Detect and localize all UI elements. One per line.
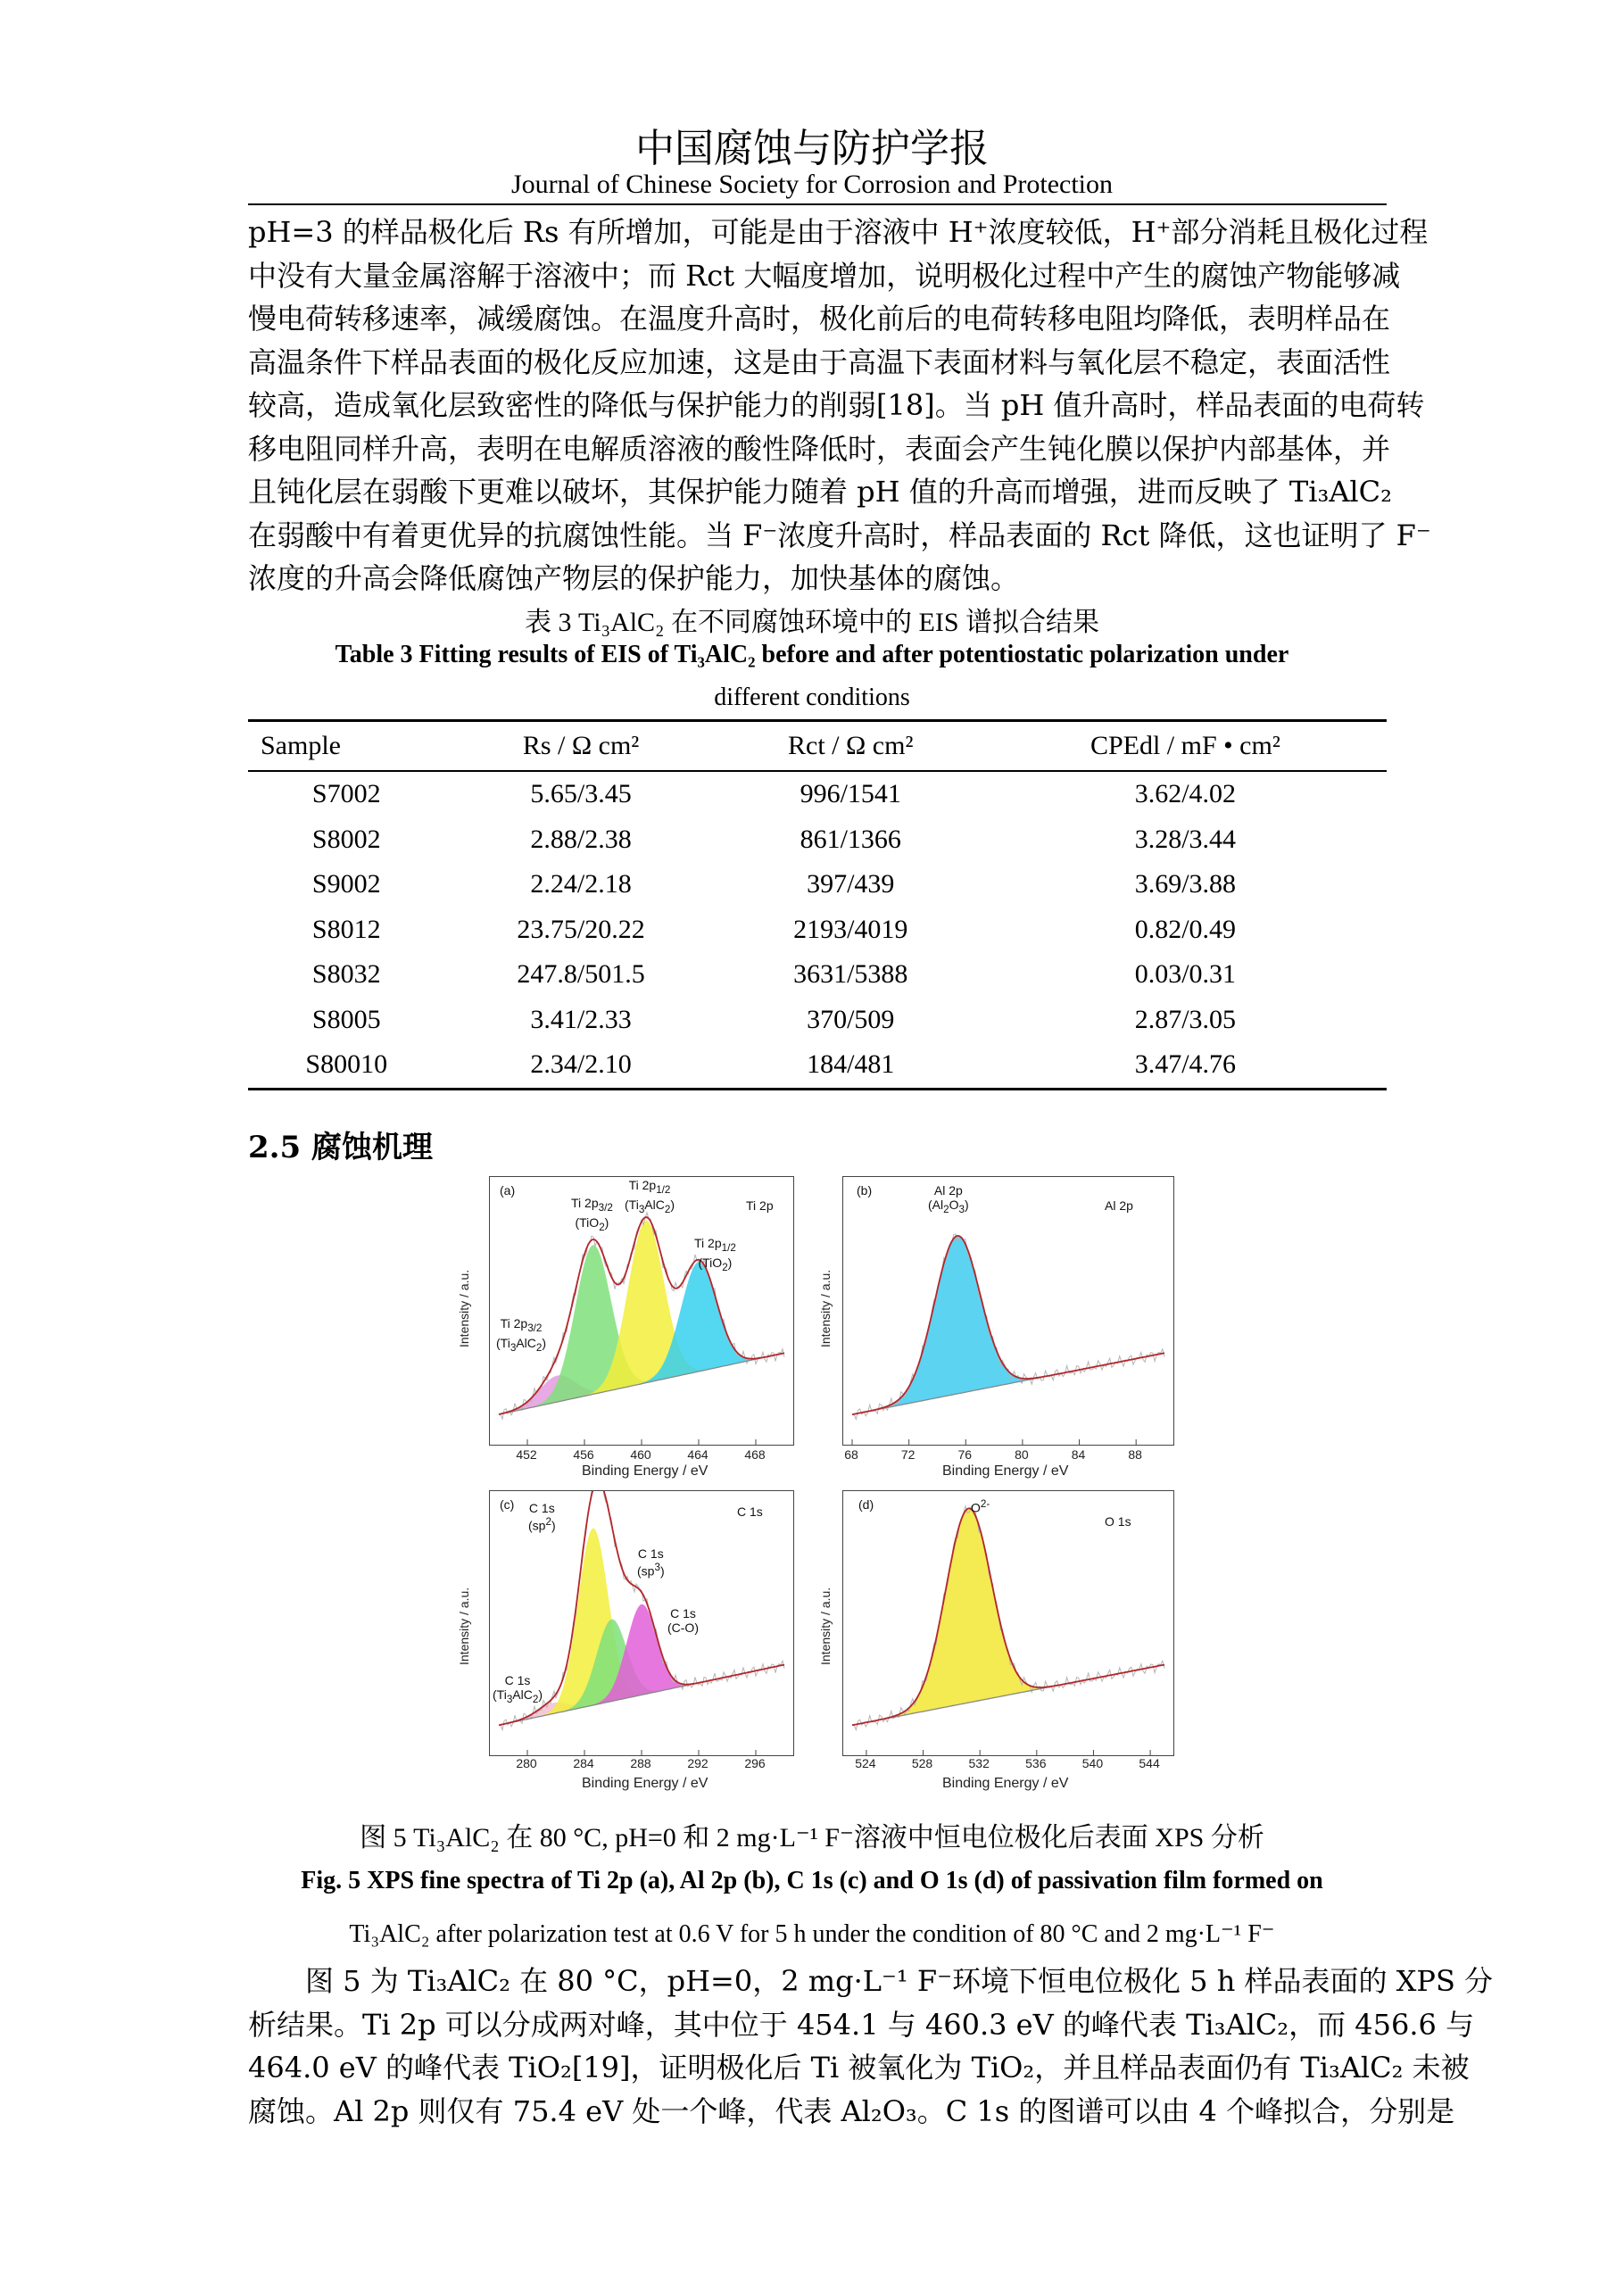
al2p-plot (843, 1177, 1173, 1445)
ti2p-plot (490, 1177, 793, 1445)
table-cell: 23.75/20.22 (517, 914, 645, 944)
x-tick-label: 452 (516, 1447, 537, 1462)
x-tick-label: 536 (1025, 1756, 1047, 1770)
peak-fill (852, 1508, 1164, 1725)
x-tick-label: 528 (911, 1756, 933, 1770)
table-cell: S8005 (311, 1004, 381, 1034)
table-cell: 184/481 (807, 1049, 895, 1080)
x-tick-label: 456 (573, 1447, 594, 1462)
peak-label: Ti $2p_{1/2}$ $(Ti_3AlC_2)$ (625, 1178, 675, 1215)
text-line: 腐蚀。Al 2p 则仅有 75.4 eV 处一个峰，代表 Al₂O₃。C 1s 的图谱可以由 4 个峰拟合，分别是 (248, 2093, 1455, 2128)
table-caption-en-cont: different conditions (714, 684, 910, 711)
table-cell: 0.82/0.49 (1134, 914, 1237, 944)
table-row (248, 771, 1387, 817)
text-line: 中没有大量金属溶解于溶液中；而 Rct 大幅度增加，说明极化过程中产生的腐蚀产物能够减 (248, 258, 1401, 293)
peak-label: $O^{2-}$ (971, 1498, 990, 1515)
peak-fill (852, 1236, 1164, 1414)
text-line: 464.0 eV 的峰代表 TiO₂[19]，证明极化后 Ti 被氧化为 TiO₂，并且样品表面仍有 Ti₃AlC₂ 未被 (248, 2051, 1470, 2085)
peak-label: Ti $2p_{1/2}$ (TiO$_2$) (694, 1236, 736, 1273)
y-axis-label: Intensity / a.u. (457, 1587, 471, 1665)
header-rule (248, 203, 1387, 205)
y-axis-label: Intensity / a.u. (818, 1587, 833, 1665)
col-header: Sample (261, 731, 341, 760)
panel-title: Ti 2p (746, 1198, 774, 1213)
table-row (248, 862, 1387, 908)
raw-data-line (852, 1234, 1164, 1419)
journal-title-cn: 中国腐蚀与防护学报 (635, 126, 989, 171)
table-row (248, 952, 1387, 998)
figure-caption-en (0, 1867, 1624, 1895)
figure-caption-en-text: Fig. 5 XPS fine spectra of Ti 2p (a), Al 2p (b), C 1s (c) and O 1s (d) of passivation film formed on (301, 1867, 1323, 1894)
text-line: pH=3 的样品极化后 Rs 有所增加，可能是由于溶液中 H⁺浓度较低，H⁺部分消耗且极化过程 (248, 215, 1429, 249)
panel-title: Al 2p (1105, 1198, 1133, 1213)
section-heading: 2.5 腐蚀机理 (248, 1130, 433, 1165)
col-header: Rs / Ω cm² (522, 731, 640, 760)
x-tick-label: 88 (1128, 1447, 1142, 1462)
table-cell: 3.47/4.76 (1134, 1049, 1237, 1080)
peak-label: Ti $2p_{3/2}$ $(Ti_3AlC_2)$ (496, 1316, 547, 1354)
table-row (248, 1042, 1387, 1089)
table-cell: 996/1541 (800, 779, 901, 809)
peak-label: Al 2p $(Al_2O_3)$ (928, 1183, 969, 1215)
table-cell: S9002 (311, 869, 381, 899)
table-cell: 3.28/3.44 (1134, 824, 1237, 854)
table-cell: 2.87/3.05 (1134, 1004, 1237, 1034)
body-paragraph-2 (248, 1960, 1494, 2133)
table-cell: S8032 (311, 959, 381, 990)
table-cell: 247.8/501.5 (517, 959, 645, 990)
panel-title: O 1s (1105, 1514, 1131, 1529)
text-line: 较高，造成氧化层致密性的降低与保护能力的削弱[18]。当 pH 值升高时，样品表面的电荷转 (248, 388, 1425, 422)
text-line: 析结果。Ti 2p 可以分成两对峰，其中位于 454.1 与 460.3 eV 的峰代表 Ti₃AlC₂，而 456.6 与 (248, 2007, 1475, 2042)
x-tick-label: 80 (1015, 1447, 1029, 1462)
table-cell: S7002 (311, 779, 381, 809)
panel-title: C 1s (737, 1504, 763, 1519)
panel-letter: (a) (500, 1183, 516, 1198)
table-cell: S8012 (311, 914, 381, 944)
table-caption-cn: 表 3 Ti₃AlC₂ 在不同腐蚀环境中的 EIS 谱拟合结果 (524, 608, 1100, 637)
x-tick-labels (842, 1447, 1172, 1463)
table-cell: 2.34/2.10 (530, 1049, 632, 1080)
x-tick-label: 524 (855, 1756, 876, 1770)
table-cell: 3631/5388 (793, 959, 908, 990)
x-tick-label: 284 (573, 1756, 594, 1770)
text-line: 高温条件下样品表面的极化反应加速，这是由于高温下表面材料与氧化层不稳定，表面活性 (248, 344, 1391, 379)
text-line: 移电阻同样升高，表明在电解质溶液的酸性降低时，表面会产生钝化膜以保护内部基体，并 (248, 431, 1391, 466)
peak-label: Ti $2p_{3/2}$ (TiO$_2$) (571, 1196, 613, 1233)
raw-data-line (852, 1506, 1164, 1730)
fit-envelope-line (852, 1236, 1164, 1414)
table-cell: 2193/4019 (793, 914, 908, 944)
y-axis-label: Intensity / a.u. (818, 1269, 833, 1347)
eis-table (248, 719, 1387, 1090)
table-row (248, 908, 1387, 953)
figure-caption-cn: 图 5 Ti₃AlC₂ 在 80 °C, pH=0 和 2 mg·L⁻¹ F⁻溶液中恒电位极化后表面 XPS 分析 (360, 1823, 1264, 1853)
text-line: 慢电荷转移速率，减缓腐蚀。在温度升高时，极化前后的电荷转移电阻均降低，表明样品在 (248, 302, 1391, 336)
table-cell: 2.88/2.38 (530, 824, 632, 854)
x-tick-labels (489, 1756, 792, 1772)
table-cell: 3.41/2.33 (530, 1004, 632, 1034)
x-tick-label: 68 (844, 1447, 858, 1462)
x-tick-label: 72 (900, 1447, 916, 1462)
x-tick-label: 460 (630, 1447, 651, 1462)
table-cell: 370/509 (807, 1004, 895, 1034)
x-tick-label: 296 (744, 1756, 766, 1770)
x-tick-label: 540 (1081, 1756, 1104, 1770)
panel-letter: (b) (857, 1183, 873, 1198)
table-cell: S80010 (305, 1049, 388, 1080)
table-cell: 397/439 (807, 869, 895, 899)
col-header: CPEdl / mF • cm² (1090, 731, 1280, 760)
x-axis-label: Binding Energy / eV (942, 1463, 1069, 1479)
journal-title-en: Journal of Chinese Society for Corrosion and Protection (510, 170, 1114, 199)
table-header-row (248, 721, 1387, 772)
x-tick-label: 84 (1071, 1447, 1086, 1462)
x-axis-label: Binding Energy / eV (582, 1776, 708, 1791)
x-axis-label: Binding Energy / eV (582, 1463, 708, 1479)
table-cell: 861/1366 (800, 824, 901, 854)
text-line: 在弱酸中有着更优异的抗腐蚀性能。当 F⁻浓度升高时，样品表面的 Rct 降低，这也证明了 F⁻ (248, 518, 1431, 552)
peak-label: C 1s $(sp^3)$ (637, 1546, 665, 1579)
table-caption-en: Table 3 Fitting results of EIS of Ti₃AlC₂ before and after potentiostatic polarization under (335, 641, 1289, 668)
table-cell: 3.69/3.88 (1134, 869, 1237, 899)
table-row (248, 998, 1387, 1043)
peak-label: C 1s (C-O) (667, 1606, 699, 1635)
x-tick-label: 292 (687, 1756, 708, 1770)
table-cell: 5.65/3.45 (530, 779, 632, 809)
panel-letter: (c) (500, 1497, 515, 1512)
peak-label: C 1s $(sp^2)$ (528, 1501, 556, 1533)
o1s-plot (843, 1491, 1173, 1755)
x-tick-label: 532 (968, 1756, 990, 1770)
text-line: 且钝化层在弱酸下更难以破坏，其保护能力随着 pH 值的升高而增强，进而反映了 Ti₃AlC₂ (248, 475, 1392, 509)
x-tick-label: 544 (1139, 1756, 1160, 1770)
table-cell: 2.24/2.18 (530, 869, 632, 899)
x-tick-label: 76 (957, 1447, 973, 1462)
x-tick-label: 280 (516, 1756, 537, 1770)
x-tick-labels (489, 1447, 792, 1463)
y-axis-label: Intensity / a.u. (457, 1269, 471, 1347)
x-tick-label: 288 (630, 1756, 651, 1770)
x-tick-label: 464 (687, 1447, 708, 1462)
text-line: 浓度的升高会降低腐蚀产物层的保护能力，加快基体的腐蚀。 (248, 561, 1020, 595)
col-header: Rct / Ω cm² (788, 731, 914, 760)
table-cell: 0.03/0.31 (1134, 959, 1237, 990)
body-paragraph-1 (248, 211, 1431, 601)
table-cell: 3.62/4.02 (1134, 779, 1237, 809)
figure-caption-en-cont: Ti₃AlC₂ after polarization test at 0.6 V for 5 h under the condition of 80 °C and 2 mg·L⁻¹ F⁻ (349, 1920, 1275, 1948)
text-line: 图 5 为 Ti₃AlC₂ 在 80 °C，pH=0，2 mg·L⁻¹ F⁻环境下恒电位极化 5 h 样品表面的 XPS 分 (305, 1964, 1494, 1998)
x-tick-label: 468 (744, 1447, 766, 1462)
panel-letter: (d) (858, 1497, 874, 1512)
peak-label: C 1s $(Ti_3AlC_2)$ (493, 1673, 543, 1705)
table-cell: S8002 (311, 824, 381, 854)
x-axis-label: Binding Energy / eV (942, 1776, 1069, 1791)
x-tick-labels (842, 1756, 1172, 1772)
table-row (248, 817, 1387, 863)
